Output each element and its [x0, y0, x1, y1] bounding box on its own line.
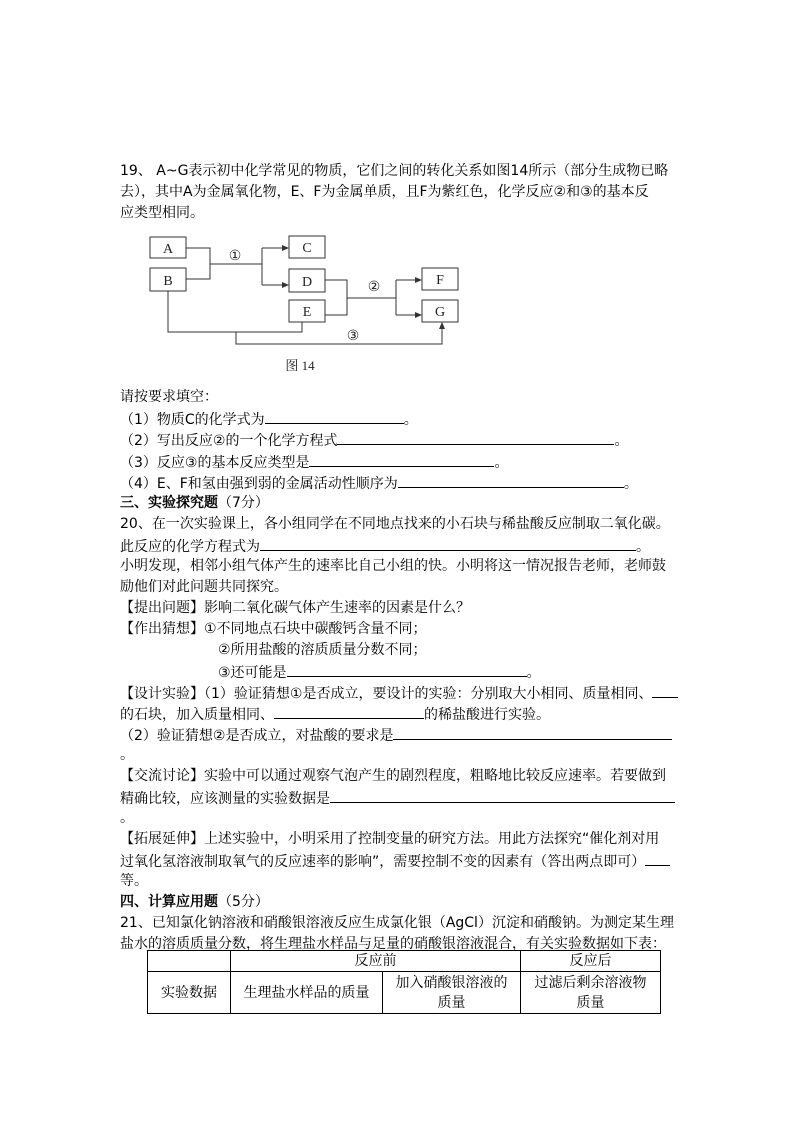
discuss-line-1: [120, 766, 666, 787]
line-end: 。: [526, 665, 541, 681]
discuss-line-2: [120, 787, 675, 808]
reaction-3-label: ③: [346, 329, 360, 344]
answer-blank[interactable]: [398, 472, 624, 488]
answer-blank[interactable]: [287, 661, 527, 677]
item-end: 。: [614, 433, 629, 449]
extend-tag: 【拓展延伸】: [120, 831, 204, 847]
extend-line-2: [120, 850, 670, 871]
item-end: 。: [494, 455, 509, 471]
guess-line-1: [120, 619, 427, 640]
extend-2: 过氧化氢溶液制取氧气的反应速率的影响”，需要控制不变的因素有（答出两点即可）: [120, 854, 646, 870]
table-cell: 过滤后剩余溶液物质量: [521, 972, 661, 1014]
answer-blank[interactable]: [652, 682, 678, 698]
box-a-label: A: [162, 242, 174, 257]
extend-line-1: [120, 829, 659, 850]
q20-line2: [120, 535, 650, 556]
guess-tag: 【作出猜想】: [120, 621, 204, 637]
section-title: 三、实验探究题: [120, 495, 218, 511]
section-4-heading: [120, 892, 269, 913]
q19-line1: 19、 A~G表示初中化学常见的物质，它们之间的转化关系如图14所示（部分生成物已略: [120, 163, 669, 179]
design-1: （1）验证猜想①是否成立，要设计的实验：分别取大小相同、质量相同、: [204, 686, 653, 702]
box-b-label: B: [163, 274, 173, 289]
answer-blank[interactable]: [274, 703, 424, 719]
design-line-2-end: 。: [120, 747, 134, 763]
discuss-line-end: 。: [120, 810, 134, 826]
table-cell: 加入硝酸银溶液的质量: [383, 972, 521, 1014]
answer-blank[interactable]: [330, 787, 675, 803]
design-line-2: [120, 724, 672, 745]
q19-item-1: [120, 408, 418, 429]
box-d-label: D: [301, 275, 313, 290]
question-text: 影响二氧化碳气体产生速率的因素是什么？: [204, 600, 470, 616]
guess-line-2: ②所用盐酸的溶质质量分数不同；: [218, 642, 427, 658]
line-end: 的稀盐酸进行实验。: [424, 707, 550, 723]
q21-line2: 盐水的溶质质量分数，将生理盐水样品与足量的硝酸银溶液混合，有关实验数据如下表：: [120, 936, 666, 952]
answer-blank[interactable]: [309, 451, 494, 467]
answer-blank[interactable]: [393, 724, 672, 740]
question-line: [120, 598, 470, 619]
item-text: （1）物质C的化学式为: [120, 412, 265, 428]
extend-line-3: 等。: [120, 873, 148, 889]
q21-line1: 21、已知氯化钠溶液和硝酸银溶液反应生成氯化银（AgCl）沉淀和硝酸钠。为测定某生理: [120, 915, 674, 931]
discuss-1: 实验中可以通过观察气泡产生的剧烈程度，粗略地比较反应速率。若要做到: [204, 768, 666, 784]
guess-3: ③还可能是: [218, 665, 287, 681]
section-3-heading: [120, 493, 269, 514]
design-2: （2）验证猜想②是否成立，对盐酸的要求是: [120, 728, 394, 744]
guess-1: ①不同地点石块中碳酸钙含量不同；: [204, 621, 427, 637]
table-cell: 生理盐水样品的质量: [231, 972, 383, 1014]
extend-1: 上述实验中，小明采用了控制变量的研究方法。用此方法探究“催化剂对用: [204, 831, 660, 847]
q20-line4: 励他们对此问题共同探究。: [120, 579, 288, 595]
section-score: （7分）: [218, 495, 269, 511]
q19-item-2: [120, 429, 628, 450]
reaction-1-label: ①: [228, 249, 242, 264]
section-score: （5分）: [218, 894, 269, 910]
reaction-2-label: ②: [367, 280, 381, 295]
box-c-label: C: [302, 241, 312, 256]
table-header-empty: [148, 951, 231, 972]
q20-line1: 20、在一次实验课上，各小组同学在不同地点找来的小石块与稀盐酸反应制取二氧化碳。: [120, 516, 670, 532]
question-tag: 【提出问题】: [120, 600, 204, 616]
answer-blank[interactable]: [260, 535, 636, 551]
table-header-after: 反应后: [521, 951, 661, 972]
q20-line3: 小明发现，相邻小组气体产生的速率比自己小组的快。小明将这一情况报告老师，老师鼓: [120, 558, 666, 574]
answer-blank[interactable]: [265, 408, 404, 424]
box-g-label: G: [434, 305, 446, 320]
guess-line-3: [218, 661, 541, 682]
design-line-1b: [120, 703, 550, 724]
discuss-2: 精确比较，应该测量的实验数据是: [120, 791, 330, 807]
box-e-label: E: [302, 305, 312, 320]
item-text: （2）写出反应②的一个化学方程式: [120, 433, 338, 449]
table-header-before: 反应前: [231, 951, 521, 972]
box-f-label: F: [436, 273, 444, 288]
answer-blank[interactable]: [337, 429, 614, 445]
reaction-diagram: [140, 228, 480, 378]
answer-blank[interactable]: [645, 850, 670, 866]
design-line-1: [120, 682, 678, 703]
q20-line2-text: 此反应的化学方程式为: [120, 539, 260, 555]
design-tag: 【设计实验】: [120, 686, 204, 702]
item-end: 。: [623, 476, 638, 492]
q19-line3: 应类型相同。: [120, 205, 204, 221]
section-title: 四、计算应用题: [120, 894, 218, 910]
figure-caption: 图 14: [285, 358, 315, 373]
experiment-data-table: [147, 950, 661, 1014]
item-text: （3）反应③的基本反应类型是: [120, 455, 310, 471]
fill-prompt: 请按要求填空：: [120, 389, 218, 405]
table-row-label: 实验数据: [148, 972, 231, 1014]
q19-item-3: [120, 451, 508, 472]
design-1b: 的石块，加入质量相同、: [120, 707, 274, 723]
q19-line2: 去），其中A为金属氧化物，E、F为金属单质，且F为紫红色，化学反应②和③的基本反: [120, 184, 649, 200]
item-text: （4）E、F和氢由强到弱的金属活动性顺序为: [120, 476, 398, 492]
q19-item-4: [120, 472, 638, 493]
discuss-tag: 【交流讨论】: [120, 768, 204, 784]
item-end: 。: [403, 412, 418, 428]
line-end: 。: [636, 539, 650, 555]
